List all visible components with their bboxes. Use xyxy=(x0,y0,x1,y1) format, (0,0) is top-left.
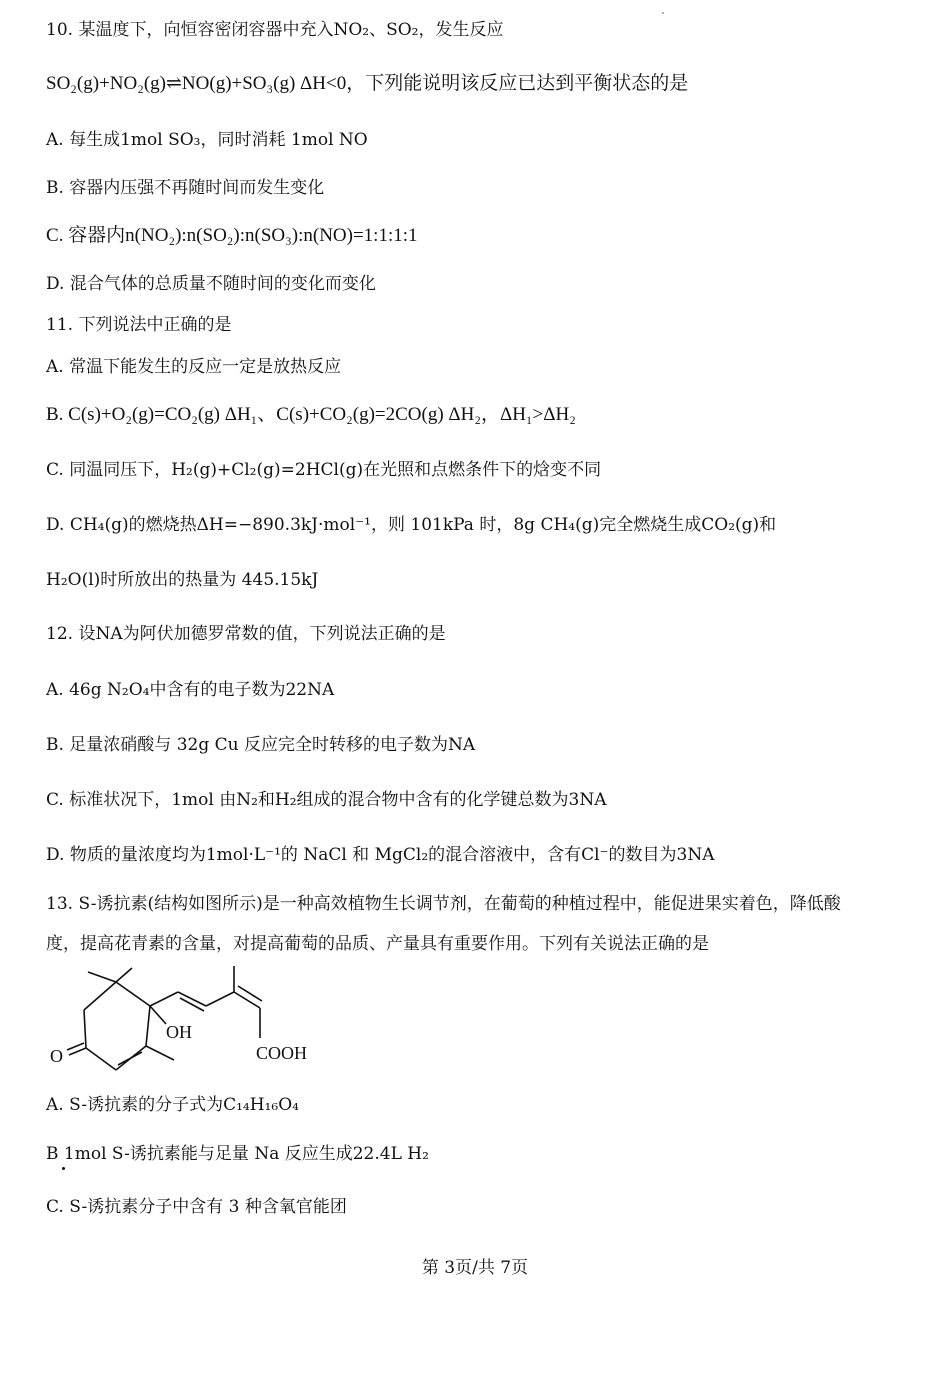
q12-option-d: D. 物质的量浓度均为1mol·L⁻¹的 NaCl 和 MgCl₂的混合溶液中，含有Cl⁻的数目为3NA xyxy=(46,845,715,865)
q10-reaction: SO₂(g)+NO₂(g)⇌NO(g)+SO₃(g) ΔH<0，下列能说明该反应已达到平衡状态的是 xyxy=(46,73,689,94)
ketone-oxygen-label: O xyxy=(50,1046,63,1066)
q10-option-c: C. 容器内n(NO₂):n(SO₂):n(SO₃):n(NO)=1:1:1:1 xyxy=(46,225,418,246)
q11-option-d-line2: H₂O(l)时所放出的热量为 445.15kJ xyxy=(46,570,319,590)
q12-option-a: A. 46g N₂O₄中含有的电子数为22NA xyxy=(46,680,335,700)
q11-option-d-line1: D. CH₄(g)的燃烧热ΔH=−890.3kJ·mol⁻¹，则 101kPa 时，8g CH₄(g)完全燃烧生成CO₂(g)和 xyxy=(46,515,777,535)
q12-option-b: B. 足量浓硝酸与 32g Cu 反应完全时转移的电子数为NA xyxy=(46,735,476,755)
q12-option-c: C. 标准状况下，1mol 由N₂和H₂组成的混合物中含有的化学键总数为3NA xyxy=(46,790,607,810)
q11-stem: 11. 下列说法中正确的是 xyxy=(46,315,232,335)
carboxyl-label: COOH xyxy=(256,1043,308,1063)
q11-option-b: B. C(s)+O₂(g)=CO₂(g) ΔH₁、C(s)+CO₂(g)=2CO(g) ΔH₂，ΔH₁>ΔH₂ xyxy=(46,404,576,425)
q11-option-a: A. 常温下能发生的反应一定是放热反应 xyxy=(46,357,342,377)
hydroxyl-label: OH xyxy=(166,1022,192,1042)
q13-option-a: A. S-诱抗素的分子式为C₁₄H₁₆O₄ xyxy=(46,1095,299,1115)
q13-stem-line1: 13. S-诱抗素(结构如图所示)是一种高效植物生长调节剂，在葡萄的种植过程中，能促进果实着色，降低酸 xyxy=(46,894,841,914)
page-number-footer: 第 3页/共 7页 xyxy=(421,1258,529,1278)
stray-dot xyxy=(662,12,664,14)
q13-option-b: B 1mol S-诱抗素能与足量 Na 反应生成22.4L H₂ xyxy=(46,1144,429,1164)
option-b-dot xyxy=(62,1167,65,1170)
q13-stem-line2: 度，提高花青素的含量，对提高葡萄的品质、产量具有重要作用。下列有关说法正确的是 xyxy=(46,934,709,954)
q10-option-d: D. 混合气体的总质量不随时间的变化而变化 xyxy=(46,274,376,294)
q11-option-c: C. 同温同压下，H₂(g)+Cl₂(g)=2HCl(g)在光照和点燃条件下的焓变不同 xyxy=(46,460,602,480)
q10-stem: 10. 某温度下，向恒容密闭容器中充入NO₂、SO₂，发生反应 xyxy=(46,20,504,40)
q13-option-c: C. S-诱抗素分子中含有 3 种含氧官能团 xyxy=(46,1197,347,1217)
q10-option-b: B. 容器内压强不再随时间而发生变化 xyxy=(46,178,325,198)
q10-option-a: A. 每生成1mol SO₃，同时消耗 1mol NO xyxy=(46,130,368,150)
s-abscisic-acid-structure xyxy=(46,966,336,1076)
q12-stem: 12. 设NA为阿伏加德罗常数的值，下列说法正确的是 xyxy=(46,624,446,644)
